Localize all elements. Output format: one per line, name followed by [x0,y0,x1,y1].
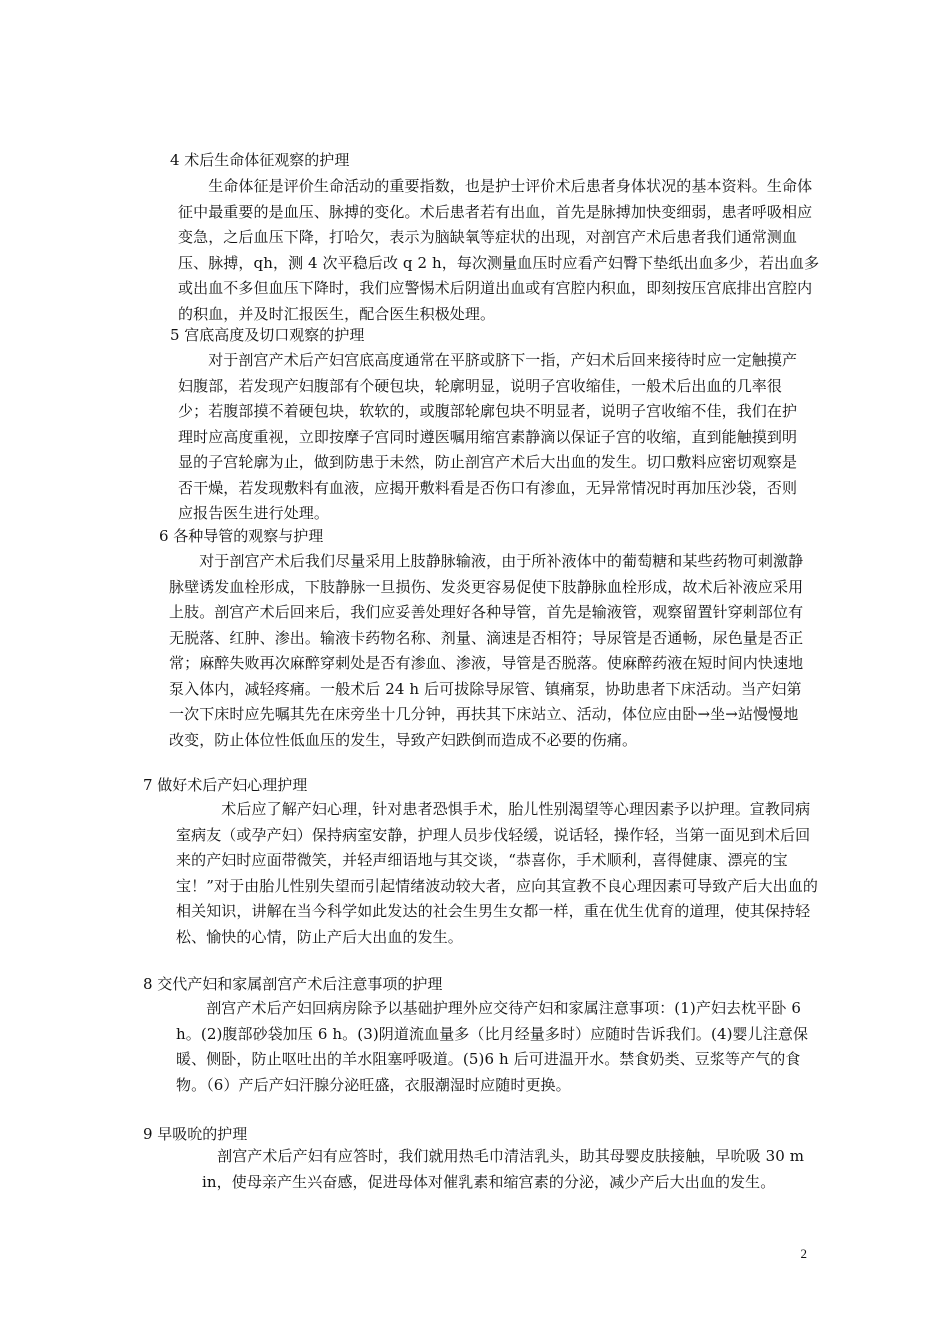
section-heading-8: 8 交代产妇和家属剖宫产术后注意事项的护理 [143,975,443,993]
section-heading-7: 7 做好术后产妇心理护理 [143,776,308,794]
section-heading-6: 6 各种导管的观察与护理 [159,527,324,545]
section-body-7: 术后应了解产妇心理，针对患者恐惧手术，胎儿性别渴望等心理因素予以护理。宣教同病室病友（或孕产妇）保持病室安静，护理人员步伐轻缓，说话轻，操作轻，当第一面见到术后回来的产妇时应面带微笑，并轻声细语地与其交谈，“恭喜你，手术顺利，喜得健康、漂亮的宝宝！”对于由胎儿性别失望而引起情绪波动较大者，应向其宣教不良心理因素可导致产后大出血的相关知识，讲解在当今科学如此发达的社会生男生女都一样，重在优生优育的道理，使其保持轻松、愉快的心情，防止产后大出血的发生。 [176,800,818,946]
section-heading-5: 5 宫底高度及切口观察的护理 [170,326,365,344]
section-body-6: 对于剖宫产术后我们尽量采用上肢静脉输液，由于所补液体中的葡萄糖和某些药物可刺激静脉壁诱发血栓形成，下肢静脉一旦损伤、发炎更容易促使下肢静脉血栓形成，故术后补液应采用上肢。剖宫产术后回来后，我们应妥善处理好各种导管，首先是输液管，观察留置针穿刺部位有无脱落、红肿、渗出。输液卡药物名称、剂量、滴速是否相符；导尿管是否通畅，尿色量是否正常；麻醉失败再次麻醉穿刺处是否有渗血、渗液，导管是否脱落。使麻醉药液在短时间内快速地泵入体内，减轻疼痛。一般术后 24 h 后可拔除导尿管、镇痛泵，协助患者下床活动。当产妇第一次下床时应先嘱其先在床旁坐十几分钟，再扶其下床站立、活动，体位应由卧→坐→站慢慢地改变，防止体位性低血压的发生，导致产妇跌倒而造成不必要的伤痛。 [169,552,804,749]
section-body-9: 剖宫产术后产妇有应答时，我们就用热毛巾清洁乳头，助其母婴皮肤接触，早吮吸 30 min，使母亲产生兴奋感，促进母体对催乳素和缩宫素的分泌，减少产后大出血的发生。 [202,1147,805,1191]
page-number: 2 [800,1246,807,1261]
section-body-8: 剖宫产术后产妇回病房除予以基础护理外应交待产妇和家属注意事项：(1)产妇去枕平卧 6 h。(2)腹部砂袋加压 6 h。(3)阴道流血量多（比月经量多时）应随时告诉我们。(4)婴儿注意保暖、侧卧，防止呕吐出的羊水阻塞呼吸道。(5)6 h 后可进温开水。禁食奶类、豆浆等产气的食物。（6）产后产妇汗腺分泌旺盛，衣服潮湿时应随时更换。 [176,999,809,1094]
section-heading-4: 4 术后生命体征观察的护理 [170,151,350,169]
section-body-4: 生命体征是评价生命活动的重要指数，也是护士评价术后患者身体状况的基本资料。生命体征中最重要的是血压、脉搏的变化。术后患者若有出血，首先是脉搏加快变细弱，患者呼吸相应变急，之后血压下降，打哈欠，表示为脑缺氧等症状的出现，对剖宫产术后患者我们通常测血压、脉搏，qh，测 4 次平稳后改 q 2 h，每次测量血压时应看产妇臀下垫纸出血多少，若出血多或出血不多但血压下降时，我们应警惕术后阴道出血或有宫腔内积血，即刻按压宫底排出宫腔内的积血，并及时汇报医生，配合医生积极处理。 [178,177,820,323]
section-heading-9: 9 早吸吮的护理 [143,1125,248,1143]
section-body-5: 对于剖宫产术后产妇宫底高度通常在平脐或脐下一指，产妇术后回来接待时应一定触摸产妇腹部，若发现产妇腹部有个硬包块，轮廓明显，说明子宫收缩佳，一般术后出血的几率很少；若腹部摸不着硬包块，软软的，或腹部轮廓包块不明显者，说明子宫收缩不佳，我们在护理时应高度重视，立即按摩子宫同时遵医嘱用缩宫素静滴以保证子宫的收缩，直到能触摸到明显的子宫轮廓为止，做到防患于未然，防止剖宫产术后大出血的发生。切口敷料应密切观察是否干燥，若发现敷料有血液，应揭开敷料看是否伤口有渗血，无异常情况时再加压沙袋，否则应报告医生进行处理。 [178,351,798,522]
